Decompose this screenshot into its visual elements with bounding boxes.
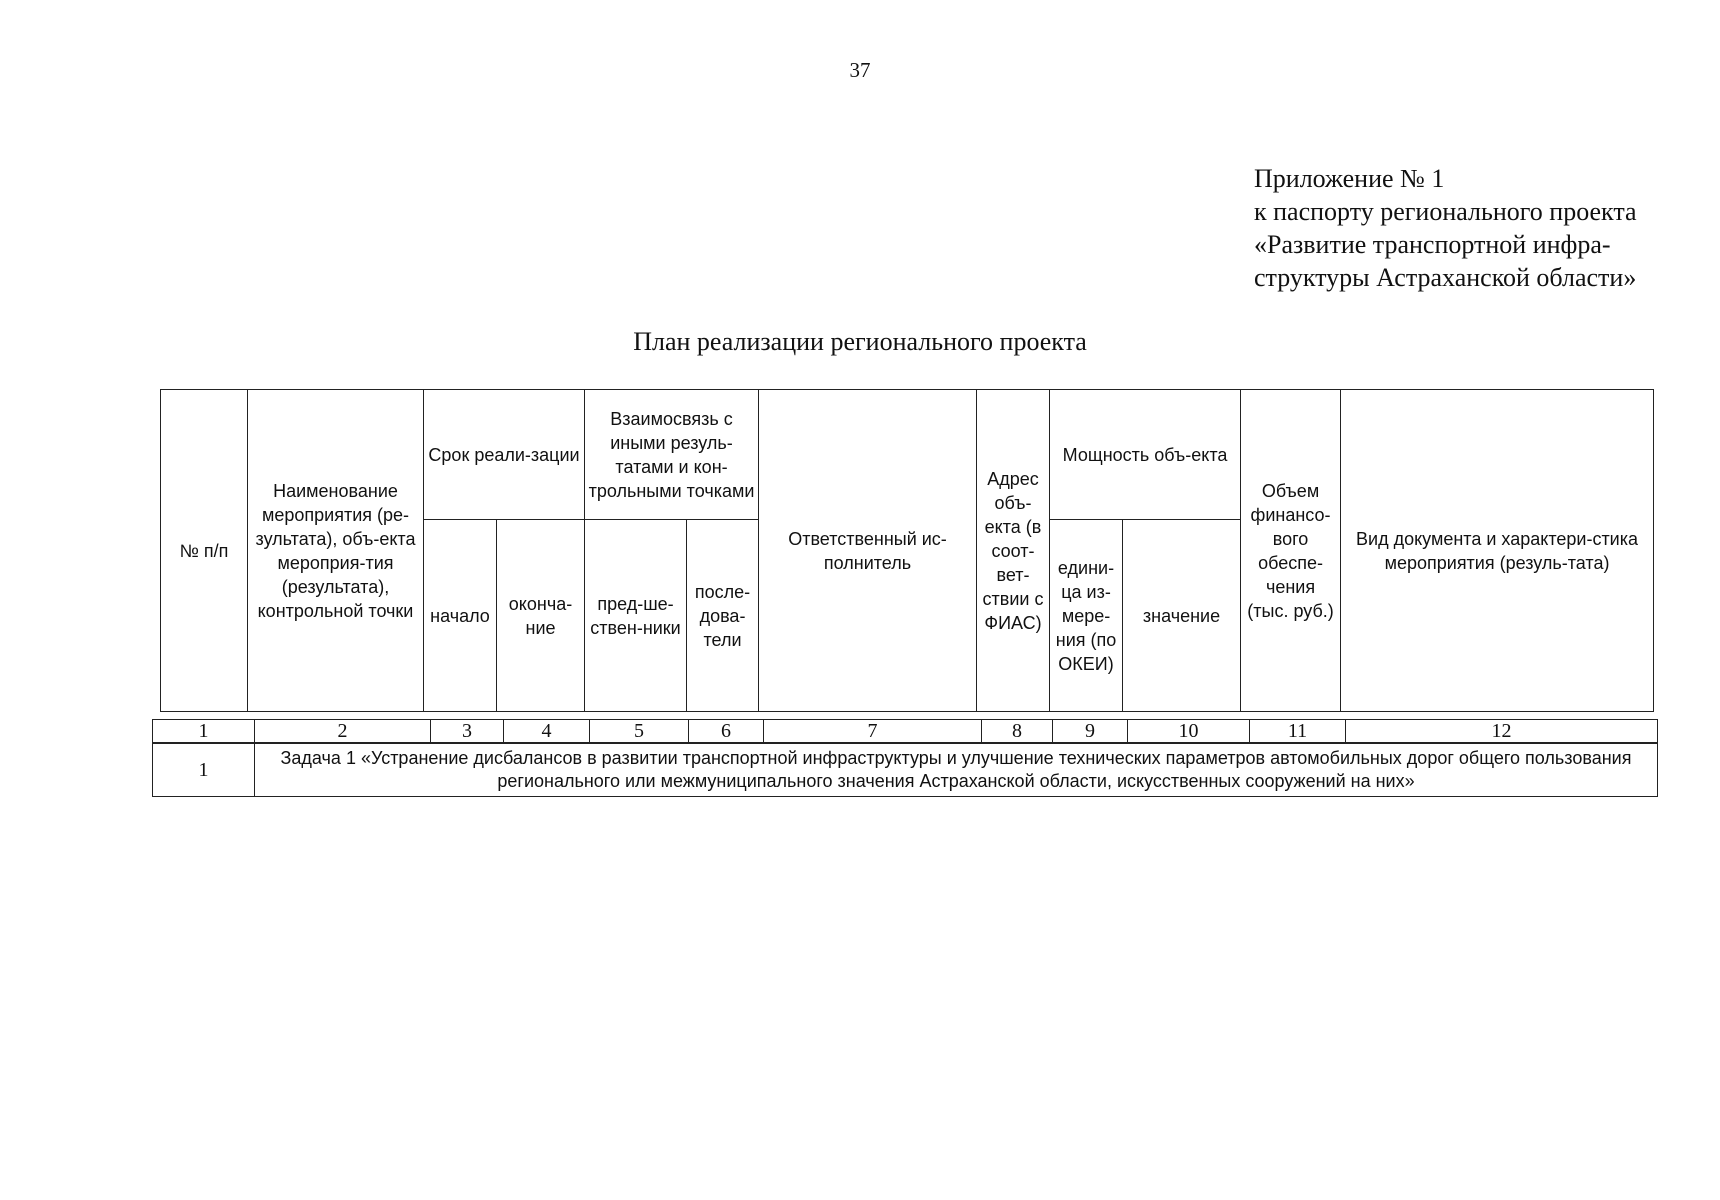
header-capacity: Мощность объ-екта	[1050, 390, 1241, 520]
column-number: 3	[431, 720, 504, 743]
column-number: 6	[689, 720, 764, 743]
appendix-block	[1254, 162, 1694, 294]
task-table	[152, 743, 1658, 797]
column-number: 8	[982, 720, 1053, 743]
plan-title: План реализации регионального проекта	[633, 327, 1087, 356]
header-unit: едини-ца из-мере-ния (по ОКЕИ)	[1050, 520, 1123, 712]
column-number: 7	[764, 720, 982, 743]
appendix-line: «Развитие транспортной инфра-	[1254, 230, 1611, 259]
column-number: 12	[1346, 720, 1658, 743]
header-term: Срок реали-зации	[424, 390, 585, 520]
header-executor: Ответственный ис-полнитель	[759, 390, 977, 712]
header-name: Наименование мероприятия (ре-зультата), объ-екта мероприя-тия (результата), контрольной точки	[248, 390, 424, 712]
column-number: 4	[504, 720, 590, 743]
task-number: 1	[153, 744, 255, 797]
column-numbers-row	[152, 719, 1658, 743]
column-number: 9	[1053, 720, 1128, 743]
page-number: 37	[849, 58, 871, 82]
header-num: № п/п	[161, 390, 248, 712]
plan-header-table	[160, 389, 1654, 712]
appendix-line: к паспорту регионального проекта	[1254, 197, 1637, 226]
task-text: Задача 1 «Устранение дисбалансов в развитии транспортной инфраструктуры и улучшение технических параметров автомобильных дорог общего пользования регионального или межмуниципального значения Астраханской области, искусственных сооружений на них»	[255, 744, 1658, 797]
column-number: 1	[153, 720, 255, 743]
column-number: 10	[1128, 720, 1250, 743]
header-successors: после-дова-тели	[687, 520, 759, 712]
header-predecessors: пред-ше-ствен-ники	[585, 520, 687, 712]
header-relation: Взаимосвязь с иными резуль-татами и кон-трольными точками	[585, 390, 759, 520]
appendix-line: структуры Астраханской области»	[1254, 263, 1637, 292]
column-number: 11	[1250, 720, 1346, 743]
header-funding: Объем финансо-вого обеспе-чения (тыс. руб.)	[1241, 390, 1341, 712]
appendix-line: Приложение № 1	[1254, 164, 1445, 193]
header-start: начало	[424, 520, 497, 712]
header-doc: Вид документа и характери-стика мероприятия (резуль-тата)	[1341, 390, 1654, 712]
header-address: Адрес объ-екта (в соот-вет-ствии с ФИАС)	[977, 390, 1050, 712]
header-end: оконча-ние	[497, 520, 585, 712]
column-number: 2	[255, 720, 431, 743]
column-number: 5	[590, 720, 689, 743]
header-value: значение	[1123, 520, 1241, 712]
